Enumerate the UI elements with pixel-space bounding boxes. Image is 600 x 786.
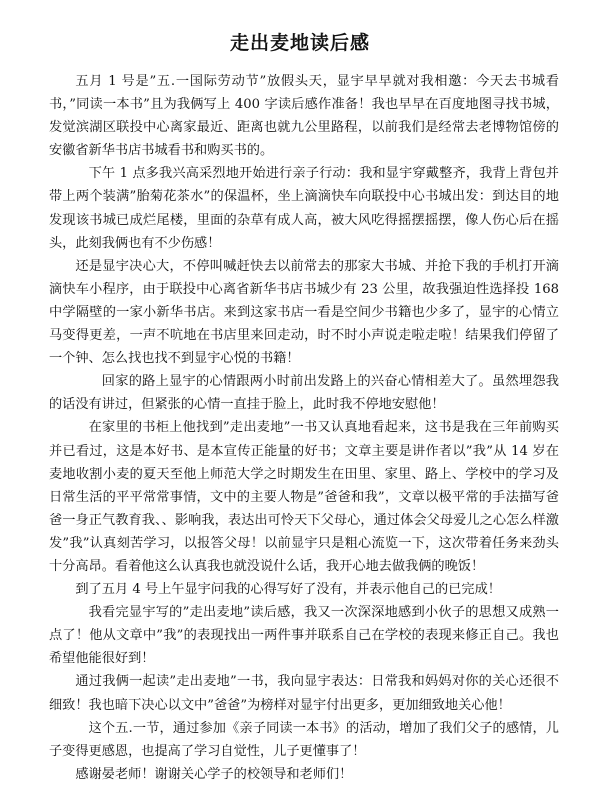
paragraph-3: 还是显宇决心大，不停叫喊赶快去以前常去的那家大书城、并抢下我的手机打开滴滴快车小程序，由于联投中心离省新华书店书城少有 23 公里，故我强迫性选择投 168 中学隔壁的一家小新华书店。来到这家书店一看是空间少书籍也少多了，显宇的心情立马变得更差，一声不吭地在书店里来回走动，时不时小声说走啦走啦！结果我们停留了一个钟、怎么找也找不到显宇心悦的书籍！ (49, 258, 559, 367)
document-body (49, 70, 559, 786)
paragraph-1: 五月 1 号是”五.一国际劳动节”放假头天，显宇早早就对我相邀：今天去书城看书，”同读一本书”且为我俩写上 400 字读后感作准备！我也早早在百度地图寻找书城，发觉滨湖区联投中心离家最近、距离也就九公里路程，以前我们是经常去老博物馆傍的安徽省新华书店书城看书和购买书的。 (49, 74, 559, 159)
paragraph-8: 通过我俩一起读”走出麦地”一书，我向显宇表达：日常我和妈妈对你的关心还很不细致！我也暗下决心以文中”爸爸”为榜样对显宇付出更多，更加细致地关心他！ (49, 674, 559, 713)
paragraph-9: 这个五.一节，通过参加《亲子同读一本书》的活动，增加了我们父子的感情，儿子变得更感恩，也提高了学习自觉性，儿子更懂事了！ (49, 720, 559, 759)
document-title: 走出麦地读后感 (229, 32, 370, 54)
paragraph-7: 我看完显宇写的”走出麦地”读后感，我又一次深深地感到小伙子的思想又成熟一点了！他从文章中”我”的表现找出一两件事并联系自己在学校的表现来修正自己。我也希望他能很好到！ (49, 605, 559, 667)
paragraph-5: 在家里的书柜上他找到”走出麦地”一书又认真地看起来，这书是我在三年前购买并已看过，这是本好书、是本宣传正能量的好书；文章主要是讲作者以”我”从 14 岁在麦地收割小麦的夏天至他上师范大学之时期发生在田里、家里、路上、学校中的学习及日常生活的平平常常事情，文中的主要人物是”爸爸和我”，文章以极平常的手法描写爸爸一身正气教育我、、影响我，表达出可怜天下父母心，通过体会父母爱儿之心怎么样激发”我”认真刻苦学习，以报答父母！以前显宇只是粗心流览一下，这次带着任务来劲头十分高昂。看着他这么认真我也就没说什么话，我开心地去做我俩的晚饭！ (49, 420, 559, 574)
paragraph-6: 到了五月 4 号上午显宇问我的心得写好了没有，并表示他自己的已完成！ (75, 582, 501, 598)
paragraph-10: 感谢晏老师！谢谢关心学子的校领导和老师们！ (75, 766, 353, 782)
paragraph-2: 下午 1 点多我兴高采烈地开始进行亲子行动：我和显宇穿戴整齐，我背上背包并带上两个装满”胎菊花茶水”的保温杯，坐上滴滴快车向联投中心书城出发：到达目的地发现该书城已成烂尾楼，里面的杂草有成人高，被大风吃得摇摆摇摆，像人伤心后在摇头，此刻我俩也有不少伤感！ (49, 166, 559, 251)
paragraph-4: 回家的路上显宇的心情跟两小时前出发路上的兴奋心情相差大了。虽然埋怨我的话没有讲过，但紧张的心情一直挂于脸上，此时我不停地安慰他！ (49, 374, 559, 413)
